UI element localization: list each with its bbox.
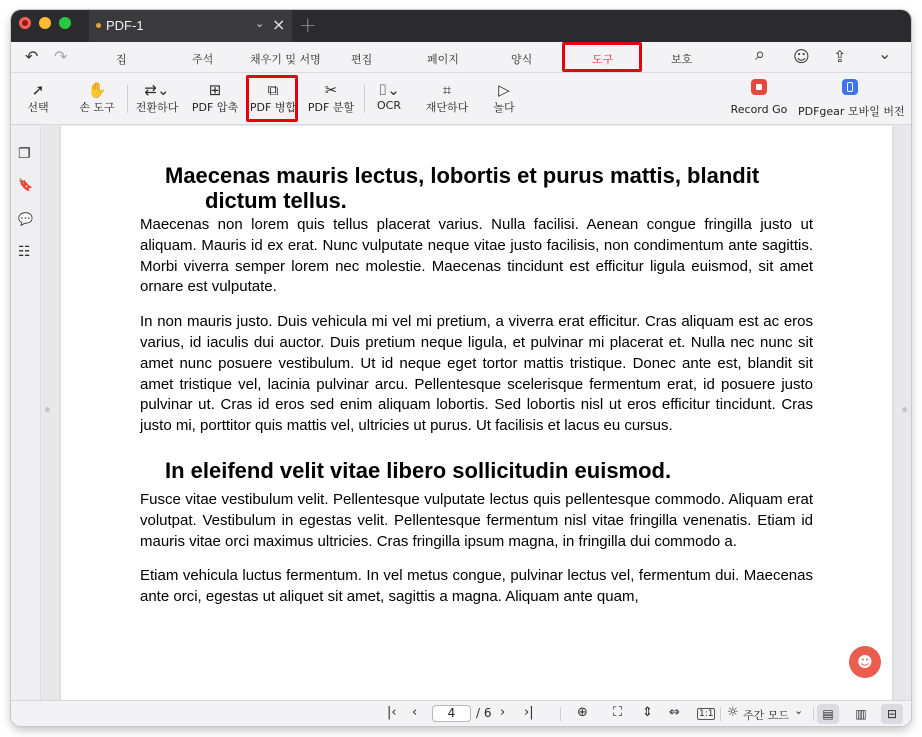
- scroll-view-button[interactable]: ⊟: [881, 704, 903, 724]
- comment-icon[interactable]: 💬: [18, 212, 33, 226]
- fit-page-icon[interactable]: ⛶: [613, 705, 623, 720]
- mobile-version-label: PDFgear 모바일 버전: [798, 105, 905, 118]
- sidebar-resize-handle[interactable]: [45, 407, 50, 412]
- menu-tools[interactable]: 도구: [592, 53, 614, 66]
- split-pdf-button[interactable]: [306, 73, 356, 125]
- tab-close-icon[interactable]: ×: [272, 15, 286, 34]
- merge-highlight-box: [246, 75, 298, 122]
- menu-form[interactable]: 양식: [511, 53, 533, 66]
- split-pdf-label: PDF 분할: [307, 101, 355, 114]
- status-divider: [813, 707, 814, 721]
- mode-chevron-icon[interactable]: ⌄: [794, 704, 804, 717]
- tab-title: PDF-1: [106, 18, 144, 33]
- menu-home[interactable]: 집: [116, 53, 127, 66]
- previous-page-icon[interactable]: ‹: [412, 705, 418, 720]
- merge-files-icon: ⧉: [267, 81, 279, 99]
- convert-icon: ⇄⌄: [144, 81, 170, 99]
- mobile-version-button[interactable]: [798, 73, 905, 125]
- close-window-button[interactable]: [19, 17, 31, 29]
- menu-annotate[interactable]: 주석: [192, 53, 214, 66]
- select-tool-label: 선택: [27, 101, 49, 114]
- heading-1-line-1: Maecenas mauris lectus, lobortis et purus mattis, blandit: [165, 163, 760, 188]
- record-go-button[interactable]: [728, 73, 790, 125]
- ocr-icon: ⌷⌄: [378, 81, 400, 99]
- cursor-icon: ➚: [31, 81, 45, 99]
- new-tab-icon[interactable]: +: [299, 13, 317, 37]
- next-page-icon[interactable]: ›: [500, 705, 506, 720]
- status-divider: [720, 707, 721, 721]
- support-icon[interactable]: ☺: [793, 47, 810, 66]
- fit-height-icon[interactable]: ⇕: [642, 705, 653, 720]
- compress-icon: ⊞: [208, 81, 222, 99]
- day-mode-icon[interactable]: ☼: [727, 705, 739, 720]
- page-content: [140, 163, 813, 622]
- hand-tool-label: 손 도구: [79, 101, 115, 114]
- zoom-window-button[interactable]: [59, 17, 71, 29]
- record-go-icon: [751, 79, 767, 95]
- search-icon[interactable]: ⌕: [755, 44, 766, 65]
- ocr-button[interactable]: [373, 73, 405, 125]
- bookmark-icon[interactable]: 🔖: [18, 178, 33, 192]
- right-panel-handle[interactable]: [902, 407, 907, 412]
- first-page-icon[interactable]: |‹: [387, 705, 397, 720]
- menu-edit[interactable]: 편집: [351, 53, 373, 66]
- more-chevron-icon[interactable]: ⌄: [878, 44, 892, 63]
- tools-toolbar: [11, 73, 911, 125]
- document-tab[interactable]: [89, 10, 292, 42]
- menu-protect[interactable]: 보호: [671, 53, 693, 66]
- redo-icon[interactable]: ↷: [54, 47, 68, 66]
- tools-highlight-box: [562, 42, 642, 72]
- crop-button[interactable]: [424, 73, 470, 125]
- play-icon: ▷: [498, 81, 510, 99]
- toolbar-divider: [127, 85, 128, 113]
- section-heading-1: [140, 163, 813, 213]
- unsaved-dot-icon: [96, 23, 101, 28]
- fit-width-icon[interactable]: ⇔: [669, 705, 680, 720]
- mobile-phone-icon: [842, 79, 858, 95]
- single-page-view-button[interactable]: ▤: [817, 704, 839, 724]
- zoom-in-icon[interactable]: ⊕: [577, 705, 588, 720]
- heading-1-line-2: dictum tellus.: [205, 188, 347, 213]
- menu-fill-sign[interactable]: 채우기 및 서명: [250, 53, 321, 66]
- hand-icon: ✋: [87, 81, 107, 99]
- play-label: 놀다: [493, 101, 515, 114]
- compress-pdf-label: PDF 압축: [191, 101, 239, 114]
- convert-button[interactable]: [134, 73, 180, 125]
- app-window: [11, 10, 911, 726]
- tab-chevron-icon[interactable]: ⌄: [255, 17, 265, 30]
- record-go-label: Record Go: [730, 103, 788, 116]
- paragraph-3: Fusce vitae vestibulum velit. Pellentesque vulputate lectus quis pellentesque commodo. Aliquam erat volutpat. Vestibulum in egestas velit. Pellentesque fermentum nisl vitae fringilla venenatis. Etiam id mauris vitae orci maximus ultricies. Cras fringilla ipsum magna, in fringilla dui commodo a.: [140, 490, 813, 550]
- merge-pdf-label: PDF 병합: [249, 101, 297, 114]
- section-heading-2: In eleifend velit vitae libero sollicitudin euismod.: [165, 457, 672, 483]
- pdf-page: [61, 126, 892, 700]
- status-divider: [560, 707, 561, 721]
- toolbar-divider: [364, 85, 365, 113]
- hand-tool-button[interactable]: [76, 73, 118, 125]
- actual-size-icon[interactable]: 1:1: [699, 709, 714, 719]
- document-viewer[interactable]: [42, 126, 911, 700]
- left-sidebar: [11, 126, 41, 700]
- crop-icon: ⌗: [442, 81, 452, 99]
- minimize-window-button[interactable]: [39, 17, 51, 29]
- current-page-input[interactable]: 4: [432, 705, 471, 722]
- total-pages: / 6: [476, 706, 492, 720]
- menu-page[interactable]: 페이지: [427, 53, 459, 66]
- scissors-icon: ✂: [324, 81, 338, 99]
- ocr-label: OCR: [377, 99, 401, 112]
- crop-label: 재단하다: [425, 101, 469, 114]
- ai-assistant-button[interactable]: ☻: [849, 646, 881, 678]
- compress-pdf-button[interactable]: [190, 73, 240, 125]
- pages-thumbnail-icon[interactable]: ❐: [18, 146, 31, 162]
- title-bar: [11, 10, 911, 42]
- paragraph-1: Maecenas non lorem quis tellus placerat varius. Nulla facilisi. Aenean congue fringilla justo ut aliquam. Mauris id ex erat. Nunc vulputate neque vitae justo facilisis, non condimentum ante sagittis. Morbi viverra semper lorem nec molestie. Maecenas tincidunt est efficitur ligula euismod, sit amet ornare est vulputate.: [140, 216, 813, 296]
- menu-bar: [11, 42, 911, 73]
- paragraph-2: In non mauris justo. Duis vehicula mi vel mi pretium, a viverra erat efficitur. Cras aliquam est ac eros varius, id iaculis dui auctor. Duis pretium neque ligula, et pulvinar mi placerat et. Nulla nec nunc sit amet nunc posuere vestibulum. Ut id neque eget tortor mattis tristique. Donec ante est, blandit sit amet tristique vel, lacinia pulvinar arcu. Pellentesque scelerisque fermentum erat, id posuere justo pulvinar ut. Cras id eros sed enim aliquam lobortis. Sed lobortis nisl ut eros efficitur tincidunt. Cras justo mi, porttitor quis mattis vel, ultricies ut purus. Ut facilisis et lacus eu cursus.: [140, 313, 813, 435]
- share-icon[interactable]: ⇪: [833, 47, 847, 66]
- undo-icon[interactable]: ↶: [25, 47, 39, 66]
- day-mode-label[interactable]: 주간 모드: [743, 709, 790, 722]
- status-bar: [11, 700, 911, 726]
- paragraph-4: Etiam vehicula luctus fermentum. In vel metus congue, pulvinar lectus vel, fermentum dui. Maecenas ante orci, egestas ut aliquet sit amet, sagittis a magna. Aliquam ante quam,: [140, 567, 813, 606]
- double-page-view-button[interactable]: ▥: [855, 707, 867, 721]
- convert-label: 전환하다: [135, 101, 179, 114]
- last-page-icon[interactable]: ›|: [524, 705, 534, 720]
- play-button[interactable]: [491, 73, 517, 125]
- search-list-icon[interactable]: ☷: [18, 244, 31, 260]
- select-tool-button[interactable]: [23, 73, 53, 125]
